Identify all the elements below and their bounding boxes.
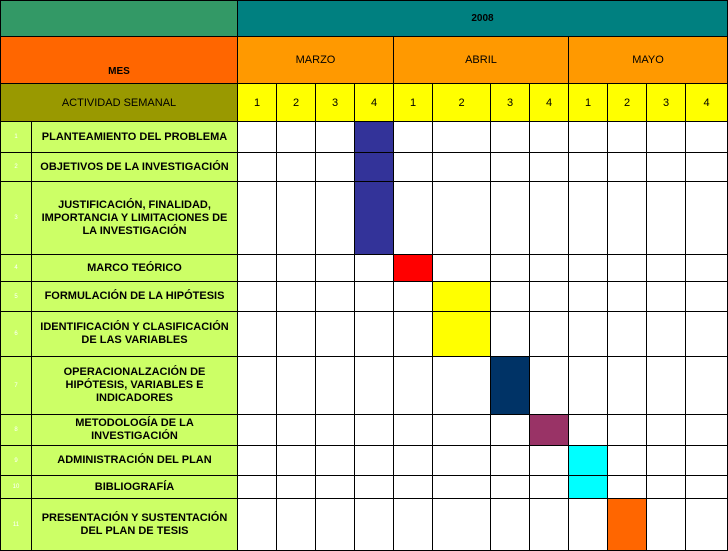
gantt-cell <box>277 255 316 282</box>
gantt-cell <box>316 282 355 312</box>
task-row <box>1 282 728 312</box>
gantt-cell <box>491 499 530 551</box>
gantt-cell <box>355 282 394 312</box>
gantt-cell <box>394 182 433 255</box>
task-row <box>1 122 728 153</box>
gantt-cell <box>433 153 491 182</box>
gantt-cell <box>608 282 647 312</box>
gantt-cell <box>686 182 728 255</box>
gantt-cell <box>491 153 530 182</box>
gantt-cell <box>394 153 433 182</box>
gantt-cell <box>394 446 433 476</box>
gantt-cell <box>238 446 277 476</box>
gantt-cell <box>355 312 394 357</box>
year-blank-cell <box>1 1 238 37</box>
gantt-cell <box>433 357 491 415</box>
gantt-cell <box>316 122 355 153</box>
week-header-cell: 2 <box>433 84 491 122</box>
task-row <box>1 499 728 551</box>
gantt-cell <box>569 153 608 182</box>
gantt-cell <box>433 415 491 446</box>
week-header-cell: 4 <box>530 84 569 122</box>
gantt-cell <box>608 255 647 282</box>
gantt-cell <box>569 499 608 551</box>
gantt-cell <box>238 415 277 446</box>
gantt-cell <box>238 182 277 255</box>
gantt-cell <box>316 446 355 476</box>
gantt-cell <box>530 499 569 551</box>
gantt-cell <box>569 282 608 312</box>
gantt-cell <box>647 446 686 476</box>
task-number: 8 <box>1 415 32 446</box>
gantt-bar <box>355 122 394 153</box>
task-name: OPERACIONALZACIÓN DE HIPÓTESIS, VARIABLES E INDICADORES <box>32 357 238 415</box>
mes-label: MES <box>1 37 238 84</box>
gantt-cell <box>608 182 647 255</box>
task-name: PLANTEAMIENTO DEL PROBLEMA <box>32 122 238 153</box>
gantt-cell <box>569 255 608 282</box>
actividad-header: ACTIVIDAD SEMANAL <box>1 84 238 122</box>
gantt-bar <box>530 415 569 446</box>
task-row <box>1 312 728 357</box>
gantt-cell <box>355 499 394 551</box>
gantt-body <box>1 1 728 551</box>
gantt-cell <box>608 312 647 357</box>
gantt-cell <box>530 255 569 282</box>
gantt-cell <box>686 499 728 551</box>
gantt-cell <box>355 255 394 282</box>
gantt-cell <box>530 182 569 255</box>
gantt-cell <box>491 282 530 312</box>
gantt-bar <box>355 153 394 182</box>
gantt-cell <box>569 357 608 415</box>
week-header-cell: 1 <box>569 84 608 122</box>
gantt-cell <box>491 415 530 446</box>
task-number: 9 <box>1 446 32 476</box>
gantt-cell <box>647 312 686 357</box>
gantt-cell <box>277 415 316 446</box>
gantt-cell <box>394 476 433 499</box>
gantt-bar <box>433 312 491 357</box>
week-header-cell: 4 <box>686 84 728 122</box>
gantt-cell <box>277 282 316 312</box>
gantt-cell <box>647 282 686 312</box>
gantt-cell <box>277 476 316 499</box>
gantt-cell <box>608 153 647 182</box>
year-cell: 2008 <box>238 1 728 37</box>
gantt-cell <box>491 255 530 282</box>
gantt-cell <box>277 446 316 476</box>
task-name: ADMINISTRACIÓN DEL PLAN <box>32 446 238 476</box>
gantt-cell <box>316 182 355 255</box>
task-name: OBJETIVOS DE LA INVESTIGACIÓN <box>32 153 238 182</box>
gantt-cell <box>686 255 728 282</box>
gantt-cell <box>608 122 647 153</box>
gantt-cell <box>530 282 569 312</box>
gantt-cell <box>433 446 491 476</box>
month-row <box>1 37 728 84</box>
gantt-cell <box>394 282 433 312</box>
gantt-cell <box>530 312 569 357</box>
gantt-cell <box>238 282 277 312</box>
gantt-cell <box>491 476 530 499</box>
gantt-cell <box>569 122 608 153</box>
gantt-cell <box>238 499 277 551</box>
gantt-cell <box>277 182 316 255</box>
week-header-cell: 2 <box>277 84 316 122</box>
gantt-cell <box>238 255 277 282</box>
gantt-cell <box>608 415 647 446</box>
week-header-cell: 1 <box>238 84 277 122</box>
gantt-cell <box>530 357 569 415</box>
gantt-cell <box>238 357 277 415</box>
gantt-cell <box>569 312 608 357</box>
task-name: MARCO TEÓRICO <box>32 255 238 282</box>
gantt-cell <box>355 357 394 415</box>
task-row <box>1 182 728 255</box>
week-row <box>1 84 728 122</box>
task-row <box>1 446 728 476</box>
gantt-cell <box>608 476 647 499</box>
gantt-cell <box>238 476 277 499</box>
gantt-cell <box>530 122 569 153</box>
gantt-cell <box>647 476 686 499</box>
task-number: 7 <box>1 357 32 415</box>
gantt-cell <box>647 415 686 446</box>
gantt-cell <box>686 122 728 153</box>
task-name: JUSTIFICACIÓN, FINALIDAD, IMPORTANCIA Y LIMITACIONES DE LA INVESTIGACIÓN <box>32 182 238 255</box>
gantt-cell <box>647 153 686 182</box>
gantt-bar <box>491 357 530 415</box>
gantt-cell <box>316 312 355 357</box>
week-header-cell: 1 <box>394 84 433 122</box>
gantt-cell <box>433 182 491 255</box>
task-name: BIBLIOGRAFÍA <box>32 476 238 499</box>
gantt-cell <box>277 312 316 357</box>
gantt-cell <box>277 122 316 153</box>
gantt-cell <box>355 415 394 446</box>
gantt-cell <box>238 312 277 357</box>
month-cell-abril: ABRIL <box>394 37 569 84</box>
gantt-cell <box>491 122 530 153</box>
task-row <box>1 476 728 499</box>
gantt-bar <box>433 282 491 312</box>
gantt-cell <box>686 153 728 182</box>
task-row <box>1 255 728 282</box>
gantt-cell <box>491 312 530 357</box>
gantt-bar <box>569 476 608 499</box>
gantt-cell <box>491 182 530 255</box>
gantt-cell <box>569 415 608 446</box>
task-name: FORMULACIÓN DE LA HIPÓTESIS <box>32 282 238 312</box>
task-number: 2 <box>1 153 32 182</box>
gantt-cell <box>394 415 433 446</box>
week-header-cell: 3 <box>491 84 530 122</box>
gantt-cell <box>394 357 433 415</box>
gantt-cell <box>238 122 277 153</box>
gantt-cell <box>647 255 686 282</box>
gantt-cell <box>433 499 491 551</box>
gantt-bar <box>608 499 647 551</box>
gantt-cell <box>686 415 728 446</box>
gantt-cell <box>530 446 569 476</box>
task-number: 4 <box>1 255 32 282</box>
task-number: 11 <box>1 499 32 551</box>
gantt-cell <box>569 182 608 255</box>
gantt-cell <box>355 476 394 499</box>
year-row <box>1 1 728 37</box>
task-number: 1 <box>1 122 32 153</box>
gantt-cell <box>530 153 569 182</box>
gantt-cell <box>394 499 433 551</box>
gantt-cell <box>686 446 728 476</box>
gantt-bar <box>569 446 608 476</box>
gantt-bar <box>394 255 433 282</box>
gantt-cell <box>647 122 686 153</box>
task-number: 6 <box>1 312 32 357</box>
gantt-cell <box>491 446 530 476</box>
gantt-cell <box>433 255 491 282</box>
week-header-cell: 4 <box>355 84 394 122</box>
week-header-cell: 3 <box>647 84 686 122</box>
gantt-cell <box>316 255 355 282</box>
gantt-cell <box>394 312 433 357</box>
task-number: 3 <box>1 182 32 255</box>
month-cell-mayo: MAYO <box>569 37 728 84</box>
gantt-cell <box>238 153 277 182</box>
task-row <box>1 153 728 182</box>
gantt-cell <box>316 476 355 499</box>
gantt-cell <box>277 357 316 415</box>
gantt-cell <box>316 499 355 551</box>
gantt-cell <box>686 357 728 415</box>
gantt-cell <box>277 499 316 551</box>
gantt-cell <box>686 312 728 357</box>
task-row <box>1 415 728 446</box>
gantt-cell <box>355 446 394 476</box>
gantt-bar <box>355 182 394 255</box>
month-cell-marzo: MARZO <box>238 37 394 84</box>
gantt-cell <box>433 476 491 499</box>
task-name: IDENTIFICACIÓN Y CLASIFICACIÓN DE LAS VARIABLES <box>32 312 238 357</box>
gantt-cell <box>316 415 355 446</box>
gantt-cell <box>316 357 355 415</box>
week-header-cell: 2 <box>608 84 647 122</box>
gantt-cell <box>530 476 569 499</box>
gantt-cell <box>686 282 728 312</box>
gantt-cell <box>608 446 647 476</box>
gantt-cell <box>647 357 686 415</box>
week-header-cell: 3 <box>316 84 355 122</box>
gantt-cell <box>686 476 728 499</box>
gantt-cell <box>433 122 491 153</box>
gantt-cell <box>394 122 433 153</box>
task-row <box>1 357 728 415</box>
task-number: 5 <box>1 282 32 312</box>
gantt-cell <box>277 153 316 182</box>
gantt-cell <box>647 499 686 551</box>
task-number: 10 <box>1 476 32 499</box>
gantt-cell <box>647 182 686 255</box>
gantt-cell <box>316 153 355 182</box>
gantt-cell <box>608 357 647 415</box>
task-name: METODOLOGÍA DE LA INVESTIGACIÓN <box>32 415 238 446</box>
task-name: PRESENTACIÓN Y SUSTENTACIÓN DEL PLAN DE TESIS <box>32 499 238 551</box>
